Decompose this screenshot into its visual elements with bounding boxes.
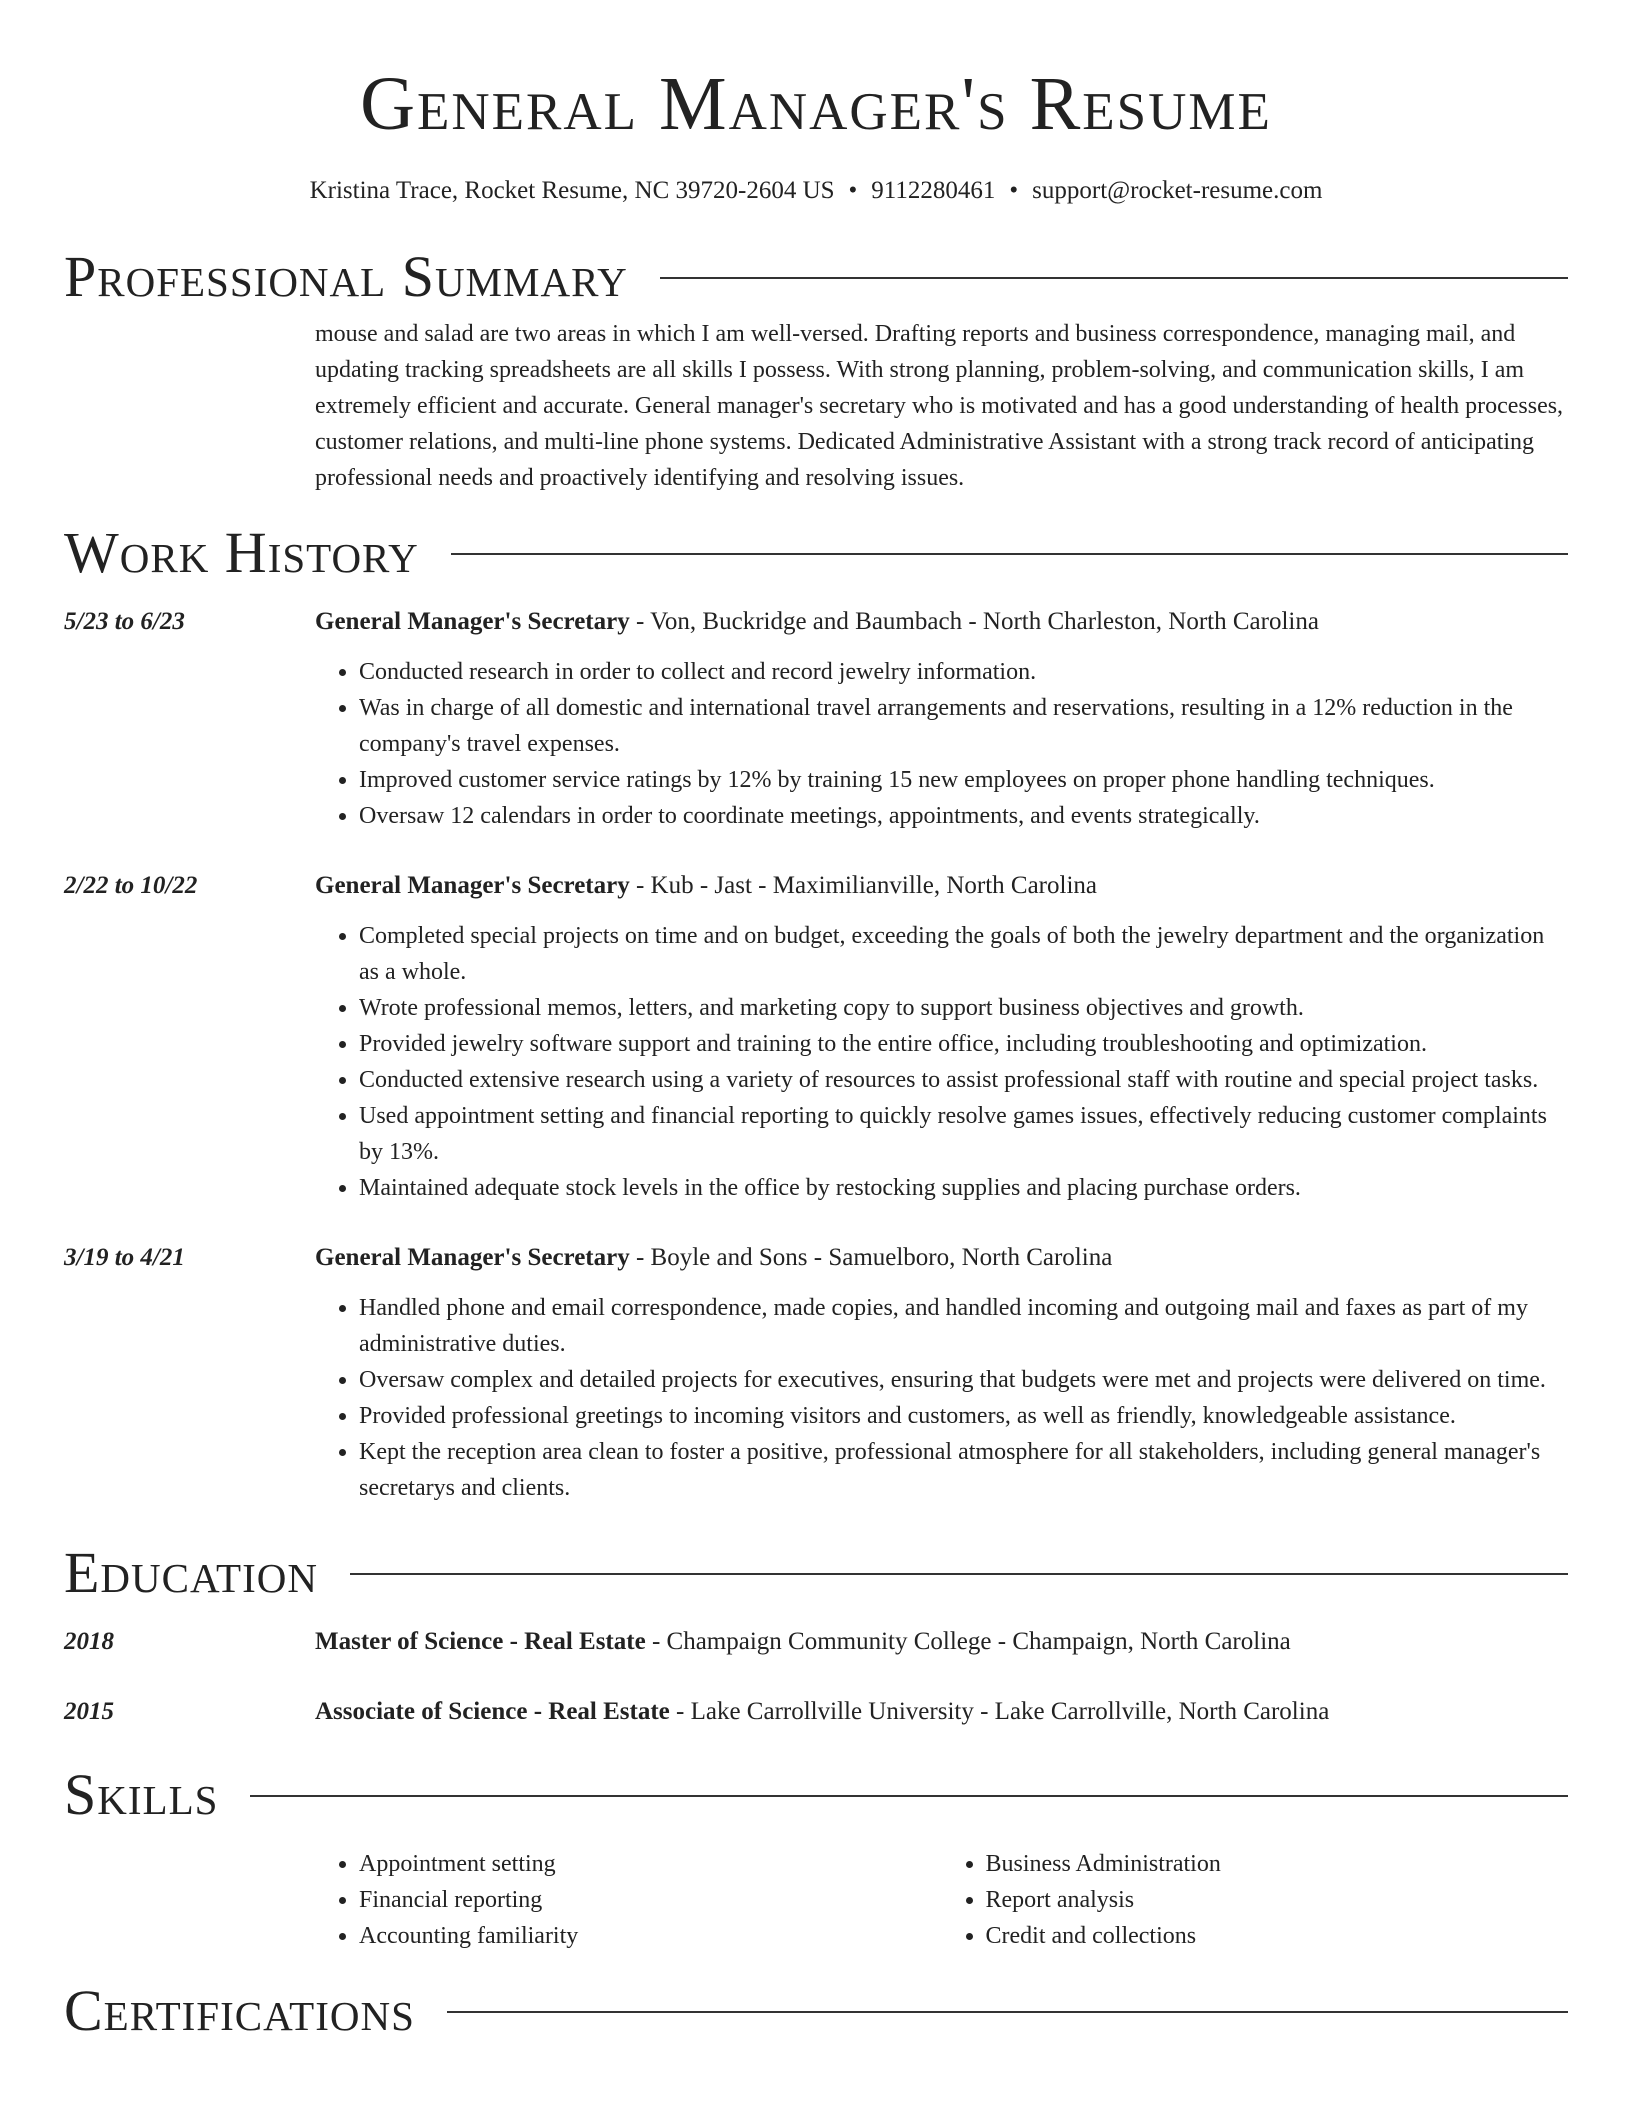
job-dates: 2/22 to 10/22 <box>64 872 198 899</box>
job-bullet: • Maintained adequate stock levels in the office by restocking supplies and placing purchase orders. <box>359 1170 1568 1206</box>
education-body <box>315 1694 1568 1730</box>
education-school-location: - Lake Carrollville University - Lake Carrollville, North Carolina <box>669 1698 1330 1725</box>
section-title: Work History <box>64 520 419 585</box>
skills-list <box>315 1846 1568 1954</box>
section-divider <box>250 1795 1568 1797</box>
job-employer-location: - Kub - Jast - Maximilianville, North Carolina <box>629 872 1097 899</box>
job-bullet: • Provided professional greetings to incoming visitors and customers, as well as friendly, knowledgeable assistance. <box>359 1398 1568 1434</box>
job-entry <box>64 868 1568 1206</box>
job-title: General Manager's Secretary <box>315 872 630 899</box>
section-header-summary <box>64 244 1568 310</box>
section-title: Professional Summary <box>64 244 628 309</box>
job-bullet: • Was in charge of all domestic and international travel arrangements and reservations, resulting in a 12% reduction in the company's travel expenses. <box>359 690 1568 762</box>
job-bullet: • Conducted research in order to collect and record jewelry information. <box>359 654 1568 690</box>
job-dates: 5/23 to 6/23 <box>64 608 185 635</box>
section-divider <box>447 2011 1568 2013</box>
job-bullets <box>315 1290 1568 1506</box>
education-year: 2018 <box>64 1628 114 1655</box>
education-entry <box>64 1694 1568 1746</box>
skill-item: • Credit and collections <box>986 1918 1569 1954</box>
contact-phone: 9112280461 <box>871 177 996 204</box>
job-dates: 3/19 to 4/21 <box>64 1244 185 1271</box>
work-history-list <box>64 604 1568 1506</box>
job-entry <box>64 1240 1568 1506</box>
contact-email: support@rocket-resume.com <box>1032 177 1323 204</box>
section-header-certifications <box>64 1978 1568 2044</box>
education-entry <box>64 1624 1568 1676</box>
page-title: General Manager's Resume <box>360 62 1272 146</box>
job-bullet: • Handled phone and email correspondence, made copies, and handled incoming and outgoing mail and faxes as part of my administrative duties. <box>359 1290 1568 1362</box>
contact-line <box>64 174 1568 208</box>
job-employer-location: - Boyle and Sons - Samuelboro, North Carolina <box>629 1244 1113 1271</box>
skills-column-right <box>942 1846 1569 1954</box>
job-title: General Manager's Secretary <box>315 608 630 635</box>
section-divider <box>451 553 1568 555</box>
education-school-location: - Champaign Community College - Champaign, North Carolina <box>645 1628 1291 1655</box>
job-bullet: • Provided jewelry software support and training to the entire office, including troubleshooting and optimization. <box>359 1026 1568 1062</box>
section-title: Certifications <box>64 1978 415 2043</box>
education-heading <box>315 1694 1568 1730</box>
job-bullet: • Used appointment setting and financial reporting to quickly resolve games issues, effectively reducing customer complaints by 13%. <box>359 1098 1568 1170</box>
skill-item: • Appointment setting <box>359 1846 942 1882</box>
job-bullet: • Completed special projects on time and on budget, exceeding the goals of both the jewelry department and the organization as a whole. <box>359 918 1568 990</box>
contact-separator: • <box>848 177 858 204</box>
section-header-work-history <box>64 520 1568 586</box>
job-bullets <box>315 654 1568 834</box>
summary-text: mouse and salad are two areas in which I am well-versed. Drafting reports and business correspondence, managing mail, and updating tracking spreadsheets are all skills I possess. With strong planning, problem-solving, and communication skills, I am extremely efficient and accurate. General manager's secretary who is motivated and has a good understanding of health processes, customer relations, and multi-line phone systems. Dedicated Administrative Assistant with a strong track record of anticipating professional needs and proactively identifying and resolving issues. <box>315 321 1564 491</box>
job-body <box>315 1240 1568 1506</box>
skill-item: • Report analysis <box>986 1882 1569 1918</box>
job-title: General Manager's Secretary <box>315 1244 630 1271</box>
education-heading <box>315 1624 1568 1660</box>
skill-item: • Financial reporting <box>359 1882 942 1918</box>
education-degree: Associate of Science - Real Estate <box>315 1698 670 1725</box>
job-bullet: • Improved customer service ratings by 12% by training 15 new employees on proper phone handling techniques. <box>359 762 1568 798</box>
skill-item: • Business Administration <box>986 1846 1569 1882</box>
job-bullet: • Kept the reception area clean to foster a positive, professional atmosphere for all stakeholders, including general manager's secretarys and clients. <box>359 1434 1568 1506</box>
contact-address: Kristina Trace, Rocket Resume, NC 39720-2604 US <box>309 177 835 204</box>
section-divider <box>660 277 1568 279</box>
section-title: Education <box>64 1540 318 1605</box>
education-body <box>315 1624 1568 1660</box>
job-body <box>315 868 1568 1206</box>
job-employer-location: - Von, Buckridge and Baumbach - North Charleston, North Carolina <box>629 608 1319 635</box>
section-divider <box>350 1573 1568 1575</box>
job-entry <box>64 604 1568 834</box>
job-heading <box>315 1240 1568 1276</box>
job-body <box>315 604 1568 834</box>
contact-separator: • <box>1009 177 1019 204</box>
section-header-education <box>64 1540 1568 1606</box>
section-title: Skills <box>64 1762 219 1827</box>
job-bullet: • Conducted extensive research using a variety of resources to assist professional staff with routine and special project tasks. <box>359 1062 1568 1098</box>
job-heading <box>315 604 1568 640</box>
education-degree: Master of Science - Real Estate <box>315 1628 646 1655</box>
skill-item: • Accounting familiarity <box>359 1918 942 1954</box>
section-header-skills <box>64 1762 1568 1828</box>
job-bullet: • Wrote professional memos, letters, and marketing copy to support business objectives and growth. <box>359 990 1568 1026</box>
job-bullets <box>315 918 1568 1206</box>
education-year: 2015 <box>64 1698 114 1725</box>
job-bullet: • Oversaw complex and detailed projects for executives, ensuring that budgets were met and projects were delivered on time. <box>359 1362 1568 1398</box>
skills-column-left <box>315 1846 942 1954</box>
job-heading <box>315 868 1568 904</box>
education-list <box>64 1624 1568 1746</box>
job-bullet: • Oversaw 12 calendars in order to coordinate meetings, appointments, and events strategically. <box>359 798 1568 834</box>
